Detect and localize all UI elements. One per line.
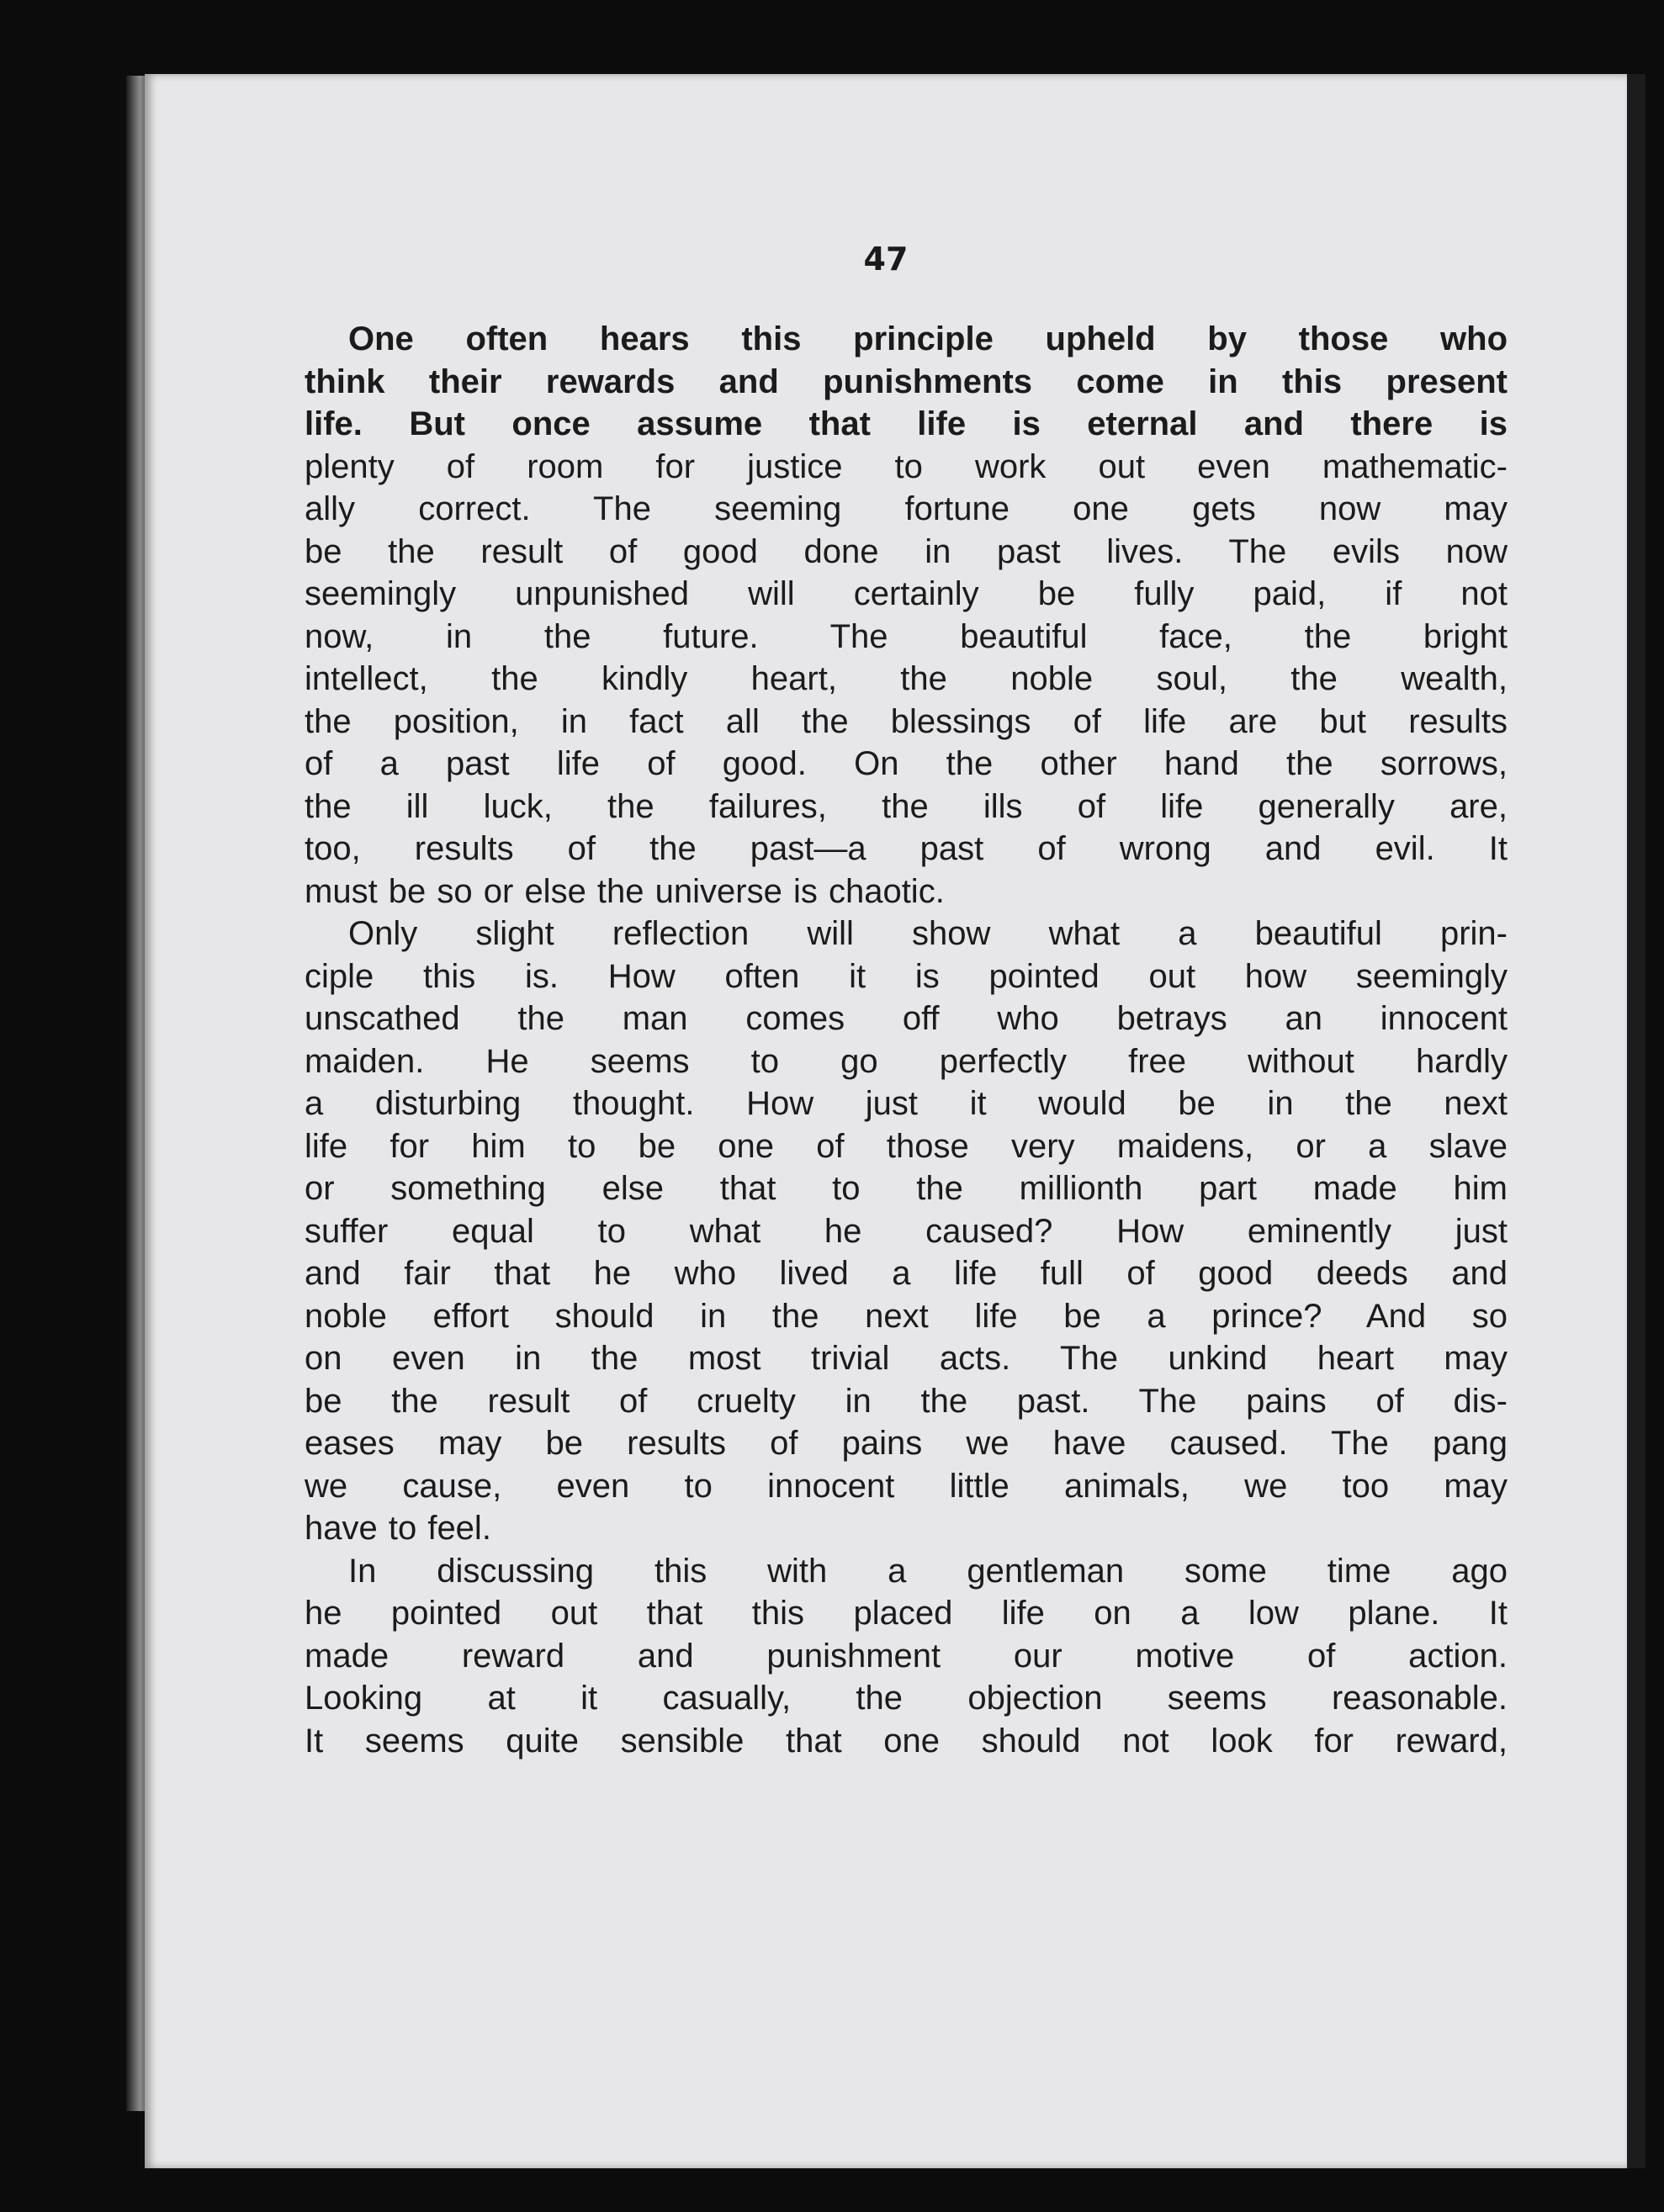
text-line: In discussing this with a gentleman some time ago (348, 1552, 1508, 1590)
text-line: he pointed out that this placed life on a low plane. It (305, 1595, 1508, 1632)
text-line: or something else that to the millionth part made him (305, 1170, 1508, 1207)
text-line: plenty of room for justice to work out even mathematic- (305, 447, 1508, 485)
text-line: ciple this is. How often it is pointed out how seemingly (305, 957, 1508, 995)
text-line: made reward and punishment our motive of action. (305, 1637, 1508, 1675)
text-line: unscathed the man comes off who betrays an innocent (305, 1000, 1508, 1037)
text-line: must be so or else the universe is chaotic. (305, 872, 945, 910)
text-line: maiden. He seems to go perfectly free without hardly (305, 1042, 1508, 1080)
text-line: Only slight reflection will show what a beautiful prin- (348, 915, 1508, 952)
text-line: be the result of good done in past lives. The evils now (305, 532, 1508, 570)
text-line: and fair that he who lived a life full of good deeds and (305, 1255, 1508, 1292)
text-line: Looking at it casually, the objection seems reasonable. (305, 1680, 1508, 1717)
text-line: life. But once assume that life is eternal and there is (305, 405, 1508, 442)
text-line: have to feel. (305, 1510, 491, 1547)
text-line: of a past life of good. On the other hand the sorrows, (305, 745, 1508, 782)
text-line: a disturbing thought. How just it would be in the next (305, 1085, 1508, 1122)
text-line: we cause, even to innocent little animals, we too may (305, 1467, 1508, 1505)
text-line: intellect, the kindly heart, the noble soul, the wealth, (305, 660, 1508, 697)
text-line: think their rewards and punishments come in this present (305, 362, 1508, 400)
page-number: 47 (863, 241, 909, 278)
text-line: on even in the most trivial acts. The unkind heart may (305, 1340, 1508, 1377)
text-line: life for him to be one of those very maidens, or a slave (305, 1127, 1508, 1165)
body-text (305, 318, 1508, 1762)
text-line: noble effort should in the next life be a prince? And so (305, 1297, 1508, 1335)
book-page (145, 74, 1627, 2168)
text-line: eases may be results of pains we have caused. The pang (305, 1425, 1508, 1462)
text-line: too, results of the past—a past of wrong and evil. It (305, 830, 1508, 867)
text-line: One often hears this principle upheld by those who (348, 320, 1508, 357)
text-line: now, in the future. The beautiful face, the bright (305, 617, 1508, 655)
text-line: be the result of cruelty in the past. The pains of dis- (305, 1382, 1508, 1420)
text-line: the ill luck, the failures, the ills of life generally are, (305, 787, 1508, 825)
text-line: suffer equal to what he caused? How eminently just (305, 1212, 1508, 1250)
text-line: It seems quite sensible that one should not look for reward, (305, 1722, 1508, 1760)
text-line: the position, in fact all the blessings of life are but results (305, 702, 1508, 740)
text-line: ally correct. The seeming fortune one gets now may (305, 490, 1508, 527)
page-right-edge (1627, 74, 1645, 2168)
text-line: seemingly unpunished will certainly be fully paid, if not (305, 575, 1508, 612)
